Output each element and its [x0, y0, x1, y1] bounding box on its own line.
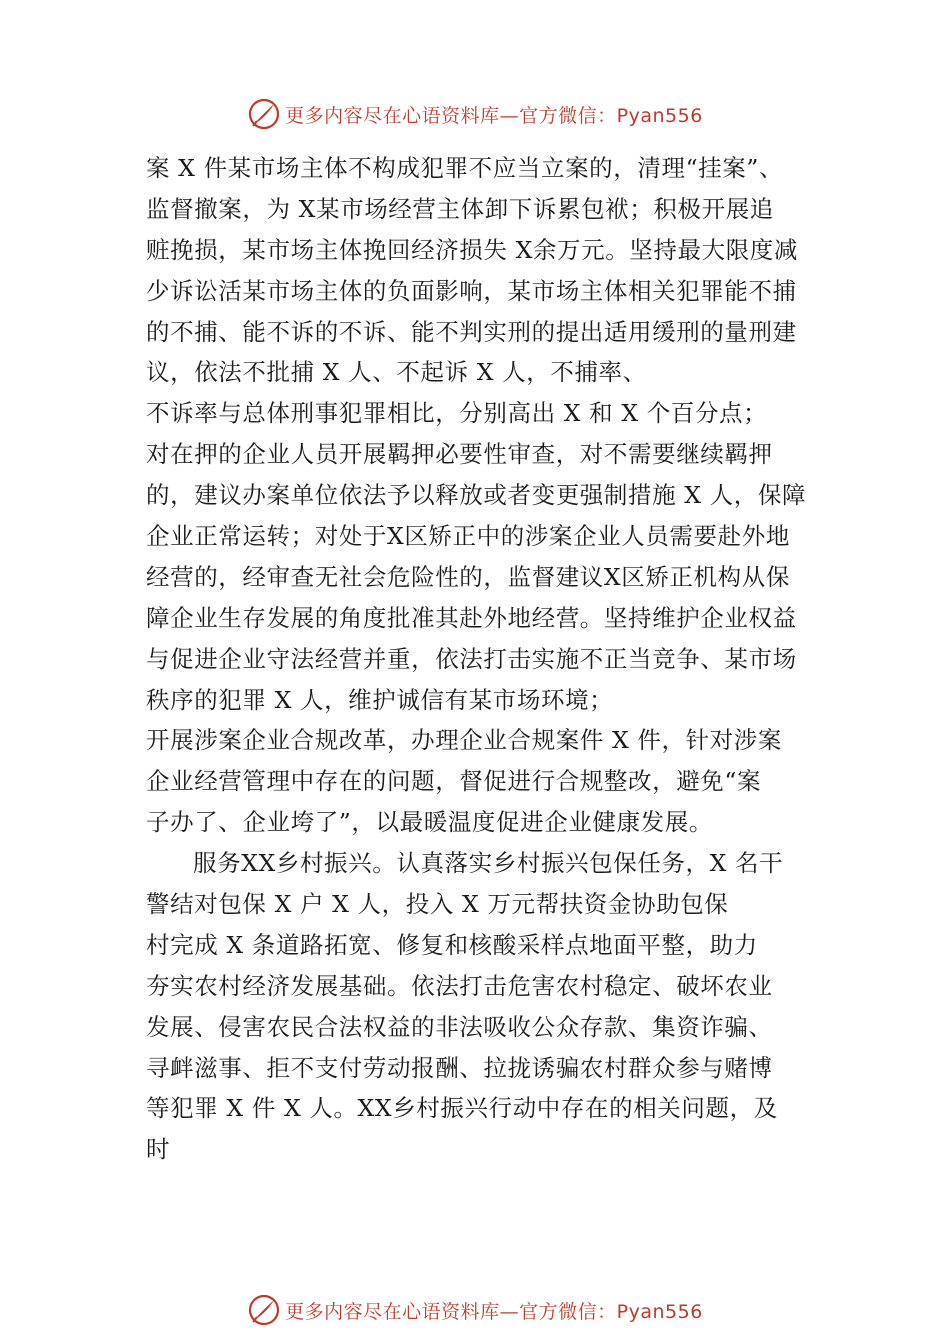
- text-line: 寻衅滋事、拒不支付劳动报酬、拉拢诱骗农村群众参与赌博: [146, 1053, 773, 1082]
- text-line: 障企业生存发展的角度批准其赴外地经营。坚持维护企业权益: [146, 603, 797, 632]
- text-line: 经营的，经审查无社会危险性的，监督建议X区矫正机构从保: [146, 562, 790, 591]
- watermark-label: 更多内容尽在心语资料库—官方微信：: [285, 104, 617, 127]
- text-line: 案 X 件某市场主体不构成犯罪不应当立案的，清理“挂案”、: [146, 154, 784, 182]
- watermark-brand: Pyan556: [616, 104, 703, 127]
- text-line: 的不捕、能不诉的不诉、能不判实刑的提出适用缓刑的量刑建: [146, 317, 797, 346]
- watermark-brand: Pyan556: [616, 1300, 703, 1323]
- quill-logo-icon: [247, 1293, 281, 1327]
- watermark-header: [0, 94, 950, 134]
- text-line: 服务XX乡村振兴。认真落实乡村振兴包保任务，X 名干: [193, 849, 784, 878]
- text-line: 对在押的企业人员开展羁押必要性审查，对不需要继续羁押: [146, 440, 773, 469]
- text-line: 企业正常运转；对处于X区矫正中的涉案企业人员需要赴外地: [146, 522, 790, 551]
- text-line: 开展涉案企业合规改革，办理企业合规案件 X 件，针对涉案: [146, 726, 782, 755]
- watermark-text: [285, 1297, 703, 1324]
- watermark-text: [285, 101, 703, 128]
- text-line: 夯实农村经济发展基础。依法打击危害农村稳定、破坏农业: [146, 971, 773, 1000]
- document-body: [146, 148, 826, 1170]
- text-line: 不诉率与总体刑事犯罪相比，分别高出 X 和 X 个百分点；: [146, 399, 768, 428]
- text-line: 子办了、企业垮了”，以最暖温度促进企业健康发展。: [146, 808, 713, 837]
- text-line: 村完成 X 条道路拓宽、修复和核酸采样点地面平整，助力: [146, 930, 758, 959]
- text-line: 议，依法不批捕 X 人、不起诉 X 人，不捕率、: [146, 358, 647, 387]
- text-line: 发展、侵害农民合法权益的非法吸收公众存款、集资诈骗、: [146, 1012, 773, 1041]
- text-line: 赃挽损，某市场主体挽回经济损失 X余万元。坚持最大限度减: [146, 235, 798, 264]
- text-line: 秩序的犯罪 X 人，维护诚信有某市场环境；: [146, 685, 614, 714]
- text-line: 少诉讼活某市场主体的负面影响，某市场主体相关犯罪能不捕: [146, 276, 797, 305]
- text-line: 监督撤案，为 X某市场经营主体卸下诉累包袱；积极开展追: [146, 194, 774, 223]
- quill-logo-icon: [247, 97, 281, 131]
- text-line: 等犯罪 X 件 X 人。XX乡村振兴行动中存在的相关问题，及: [146, 1094, 778, 1123]
- text-line: 时: [146, 1135, 171, 1164]
- text-line: 与促进企业守法经营并重，依法打击实施不正当竞争、某市场: [146, 644, 797, 673]
- text-line: 的，建议办案单位依法予以释放或者变更强制措施 X 人，保障: [146, 481, 807, 510]
- watermark-label: 更多内容尽在心语资料库—官方微信：: [285, 1300, 617, 1323]
- text-line: 警结对包保 X 户 X 人，投入 X 万元帮扶资金协助包保: [146, 890, 729, 919]
- watermark-footer: [0, 1290, 950, 1330]
- text-line: 企业经营管理中存在的问题，督促进行合规整改，避免“案: [146, 767, 762, 796]
